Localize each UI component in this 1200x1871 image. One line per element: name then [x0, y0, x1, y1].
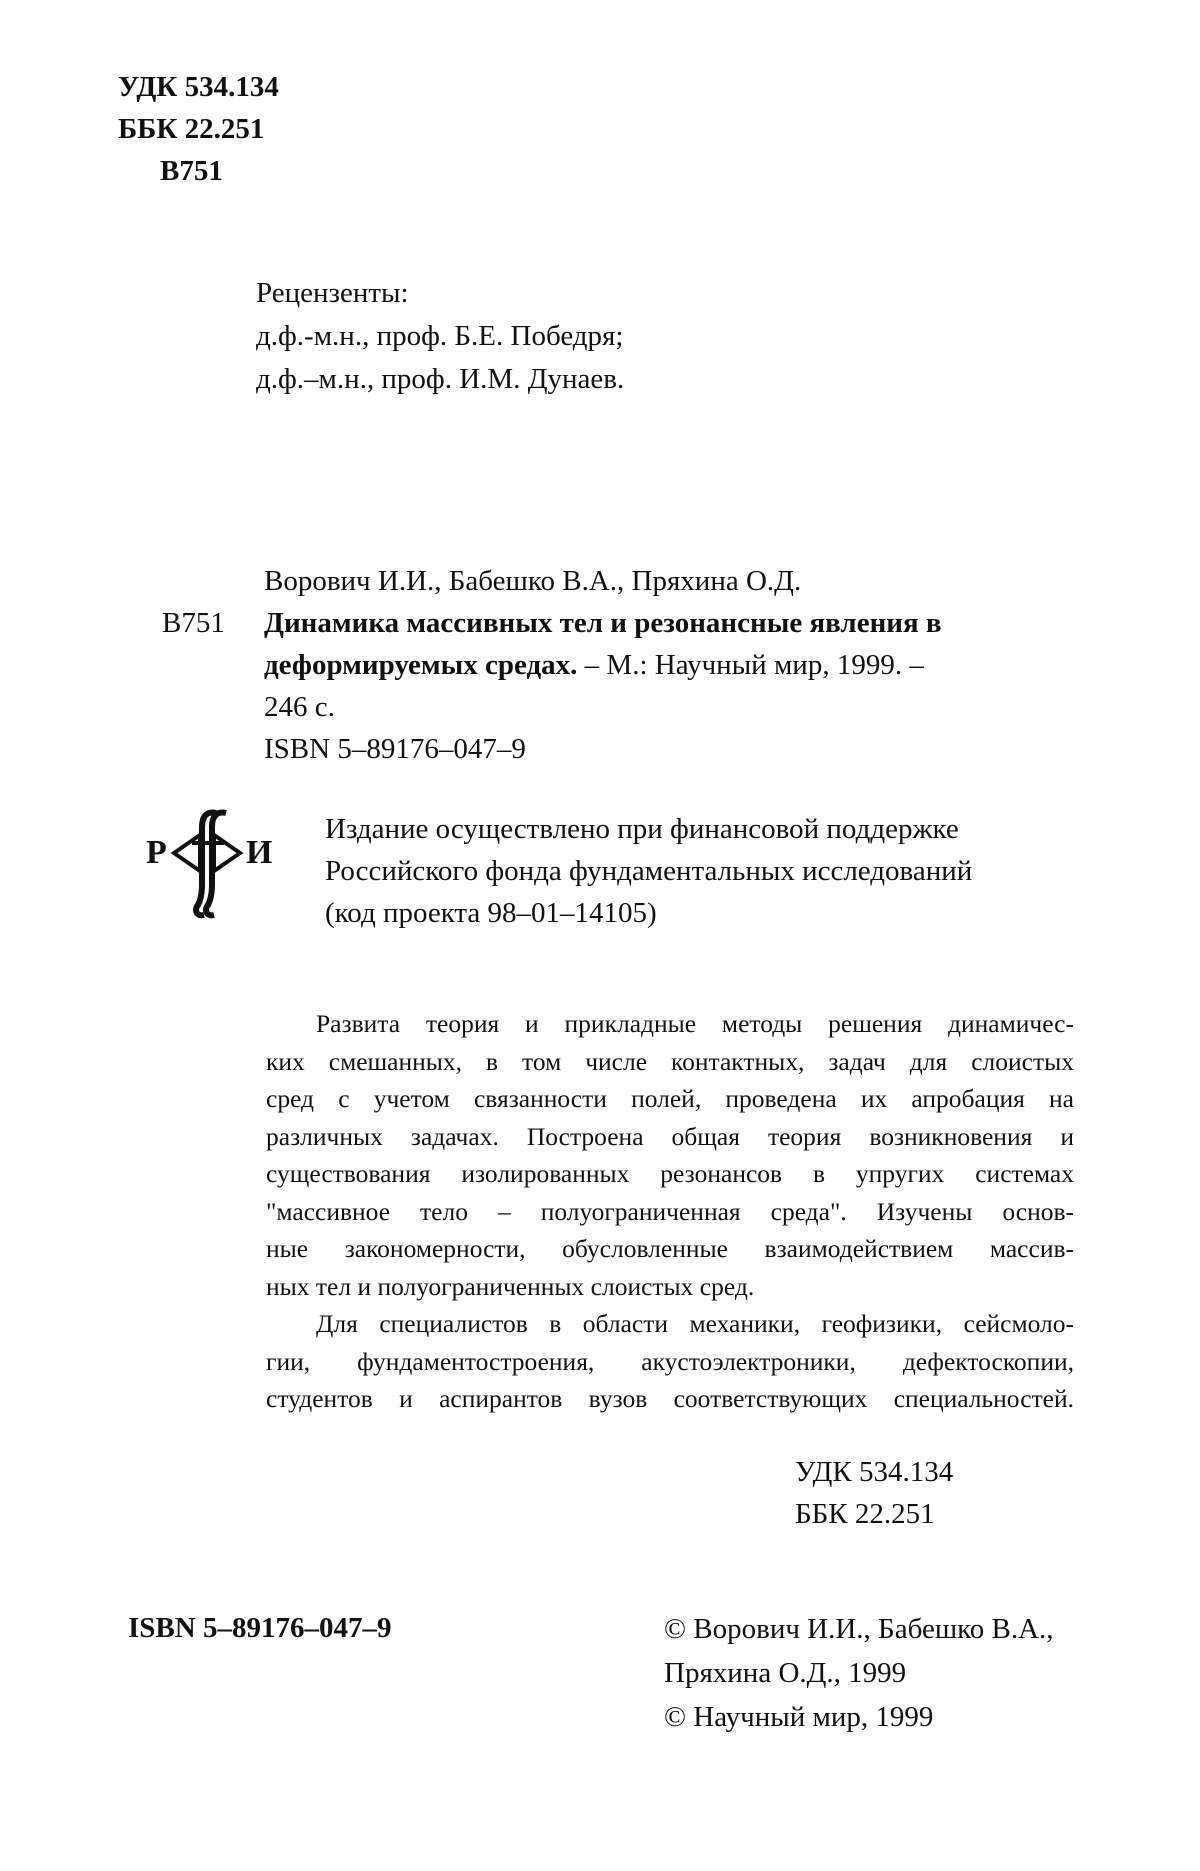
funding-line: Российского фонда фундаментальных исследований: [325, 855, 973, 887]
bbk-code: ББК 22.251: [118, 113, 265, 145]
abstract-line: сред с учетом связанности полей, проведена их апробация на: [266, 1084, 1074, 1113]
abstract-line: ные закономерности, обусловленные взаимодействием массив-: [266, 1234, 1074, 1263]
funding-line: (код проекта 98–01–14105): [325, 897, 657, 929]
reviewers-block: [256, 272, 624, 401]
reviewers-heading: Рецензенты:: [256, 277, 409, 309]
reviewer-line: д.ф.-м.н., проф. Б.Е. Победря;: [256, 320, 624, 352]
page-count: 246 с.: [264, 691, 335, 723]
abstract-line: "массивное тело – полуограниченная среда". Изучены основ-: [266, 1196, 1074, 1226]
top-classification: [118, 66, 279, 192]
udk-code: УДК 534.134: [118, 71, 279, 103]
audience-line: гии, фундаментостроения, акустоэлектроники, дефектоскопии,: [266, 1346, 1074, 1376]
abstract-line: ных тел и полуограниченных слоистых сред.: [266, 1271, 755, 1301]
book-title-line2: деформируемых средах.: [264, 649, 578, 681]
copyright-line: © Ворович И.И., Бабешко В.А.,: [664, 1613, 1054, 1645]
audience-line: студентов и аспирантов вузов соответствующих специальностей.: [266, 1384, 1074, 1413]
biblio-code: В751: [162, 607, 225, 639]
audience-line: Для специалистов в области механики, геофизики, сейсмоло-: [316, 1309, 1074, 1338]
abstract: [266, 1005, 1074, 1418]
bottom-classification: [795, 1451, 953, 1535]
rffi-logo: [144, 805, 284, 925]
bbk-code-bottom: ББК 22.251: [795, 1498, 935, 1530]
book-title-line1: Динамика массивных тел и резонансные явления в: [264, 607, 942, 639]
funding-line: Издание осуществлено при финансовой поддержке: [325, 813, 959, 845]
authors-line: Ворович И.И., Бабешко В.А., Пряхина О.Д.: [264, 565, 802, 597]
abstract-line: различных задачах. Построена общая теория возникновения и: [266, 1121, 1074, 1151]
rffi-logo-icon: [144, 805, 284, 925]
isbn-bottom: ISBN 5–89176–047–9: [128, 1612, 392, 1644]
funding-note: [325, 808, 972, 934]
copyright-block: [664, 1607, 1054, 1739]
abstract-line: Развита теория и прикладные методы решения динамичес-: [316, 1009, 1074, 1038]
copyright-line: © Научный мир, 1999: [664, 1701, 934, 1733]
abstract-line: ких смешанных, в том числе контактных, задач для слоистых: [266, 1046, 1074, 1076]
copyright-line: Пряхина О.Д., 1999: [664, 1657, 907, 1689]
logo-letter-left: Р: [146, 834, 167, 871]
reviewer-line: д.ф.–м.н., проф. И.М. Дунаев.: [256, 363, 625, 395]
udk-code-bottom: УДК 534.134: [795, 1456, 954, 1488]
publisher-line: – М.: Научный мир, 1999. –: [577, 649, 924, 681]
author-mark-code: В751: [160, 155, 223, 187]
abstract-line: существования изолированных резонансов в упругих системах: [266, 1159, 1074, 1188]
logo-letter-right: И: [246, 834, 273, 871]
bibliographic-record: [162, 560, 942, 770]
isbn-line: ISBN 5–89176–047–9: [264, 733, 526, 765]
